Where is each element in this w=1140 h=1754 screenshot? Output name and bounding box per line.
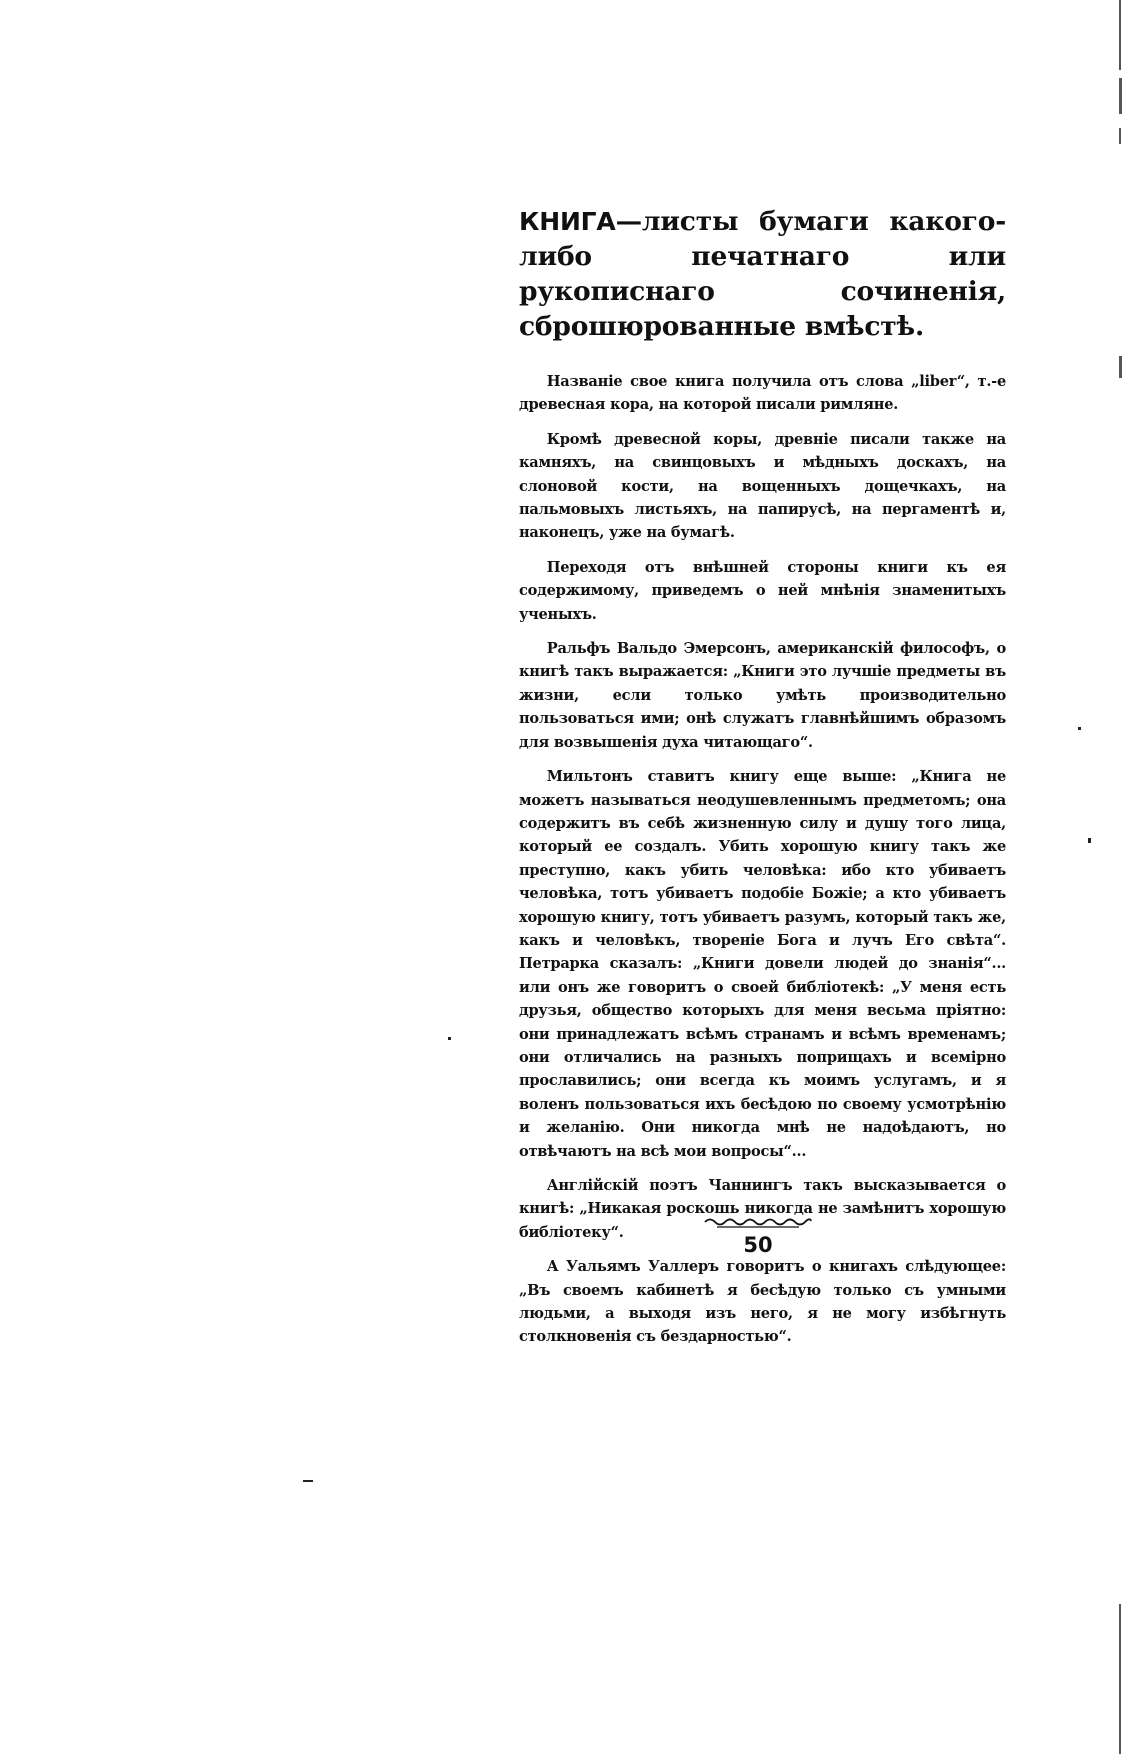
wavy-ornament xyxy=(703,1216,813,1230)
entry-definition: —листы бумаги какого-либо печатнаго или рукописнаго сочиненія, сброшюрованные вмѣстѣ. xyxy=(519,206,1006,342)
scan-speck xyxy=(1088,838,1091,843)
paragraph-etymology: Названіе свое книга получила отъ слова „liber“, т.-е древесная кора, на которой писали римляне. xyxy=(519,373,1006,414)
entry-headword: КНИГА xyxy=(519,207,616,236)
page-content xyxy=(519,204,1006,1360)
scan-edge-line xyxy=(1119,128,1121,144)
scan-speck xyxy=(448,1037,451,1040)
scan-edge-line xyxy=(1119,1604,1121,1754)
scan-edge-line xyxy=(1119,356,1122,378)
paragraph-materials: Кромѣ древесной коры, древніе писали также на камняхъ, на свинцовыхъ и мѣдныхъ доскахъ, на слоновой кости, на вощенныхъ дощечкахъ, на пальмовыхъ листьяхъ, на папирусѣ, на пергаментѣ и, наконецъ, уже на бумагѣ. xyxy=(519,430,1006,542)
paragraph-transition: Переходя отъ внѣшней стороны книги къ ея содержимому, приведемъ о ней мнѣнія знаменитыхъ ученыхъ. xyxy=(519,558,1006,623)
paragraph-emerson-quote: Ральфъ Вальдо Эмерсонъ, американскій философъ, о книгѣ такъ выражается: „Книги это лучшіе предметы въ жизни, если только умѣть производительно пользоваться ими; онѣ служатъ главнѣйшимъ образомъ для возвышенія духа читающаго“. xyxy=(519,640,1006,751)
paragraph-channing-quote: Англійскій поэтъ Чаннингъ такъ высказывается о книгѣ: „Никакая роскошь никогда не замѣнитъ хорошую библіотеку“. xyxy=(519,1177,1006,1241)
page-number: 50 xyxy=(743,1233,773,1257)
scan-speck xyxy=(1078,727,1081,730)
paragraph-milton-petrarch-quote: Мильтонъ ставитъ книгу еще выше: „Книга не можетъ называться неодушевленнымъ предметомъ; она содержитъ въ себѣ жизненную силу и душу того лица, который ее создалъ. Убить хорошую книгу такъ же преступно, какъ убить человѣка: ибо кто убиваетъ человѣка, тотъ убиваетъ подобіе Божіе; а кто убиваетъ хорошую книгу, тотъ убиваетъ разумъ, который такъ же, какъ и человѣкъ, твореніе Бога и лучъ Его свѣта“. Петрарка сказалъ: „Книги довели людей до знанія“... или онъ же говоритъ о своей библіотекѣ: „У меня есть друзья, общество которыхъ для меня весьма пріятно: они принадлежатъ всѣмъ странамъ и всѣмъ временамъ; они отличались на разныхъ поприщахъ и всемірно прославились; они всегда къ моимъ услугамъ, и я воленъ пользоваться ихъ бесѣдою по своему усмотрѣнію и желанію. Они никогда мнѣ не надоѣдаютъ, но отвѣчаютъ на всѣ мои вопросы“... xyxy=(519,768,1006,1160)
scan-edge-line xyxy=(1119,0,1121,70)
scan-edge-line xyxy=(1119,78,1122,114)
scan-speck xyxy=(303,1480,313,1482)
entry-heading xyxy=(519,204,1006,344)
paragraph-waller-quote: А Уальямъ Уаллеръ говоритъ о книгахъ слѣдующее: „Въ своемъ кабинетѣ я бесѣдую только съ умными людьми, а выходя изъ него, я не могу избѣгнуть столкновенія съ бездарностью“. xyxy=(519,1258,1006,1346)
